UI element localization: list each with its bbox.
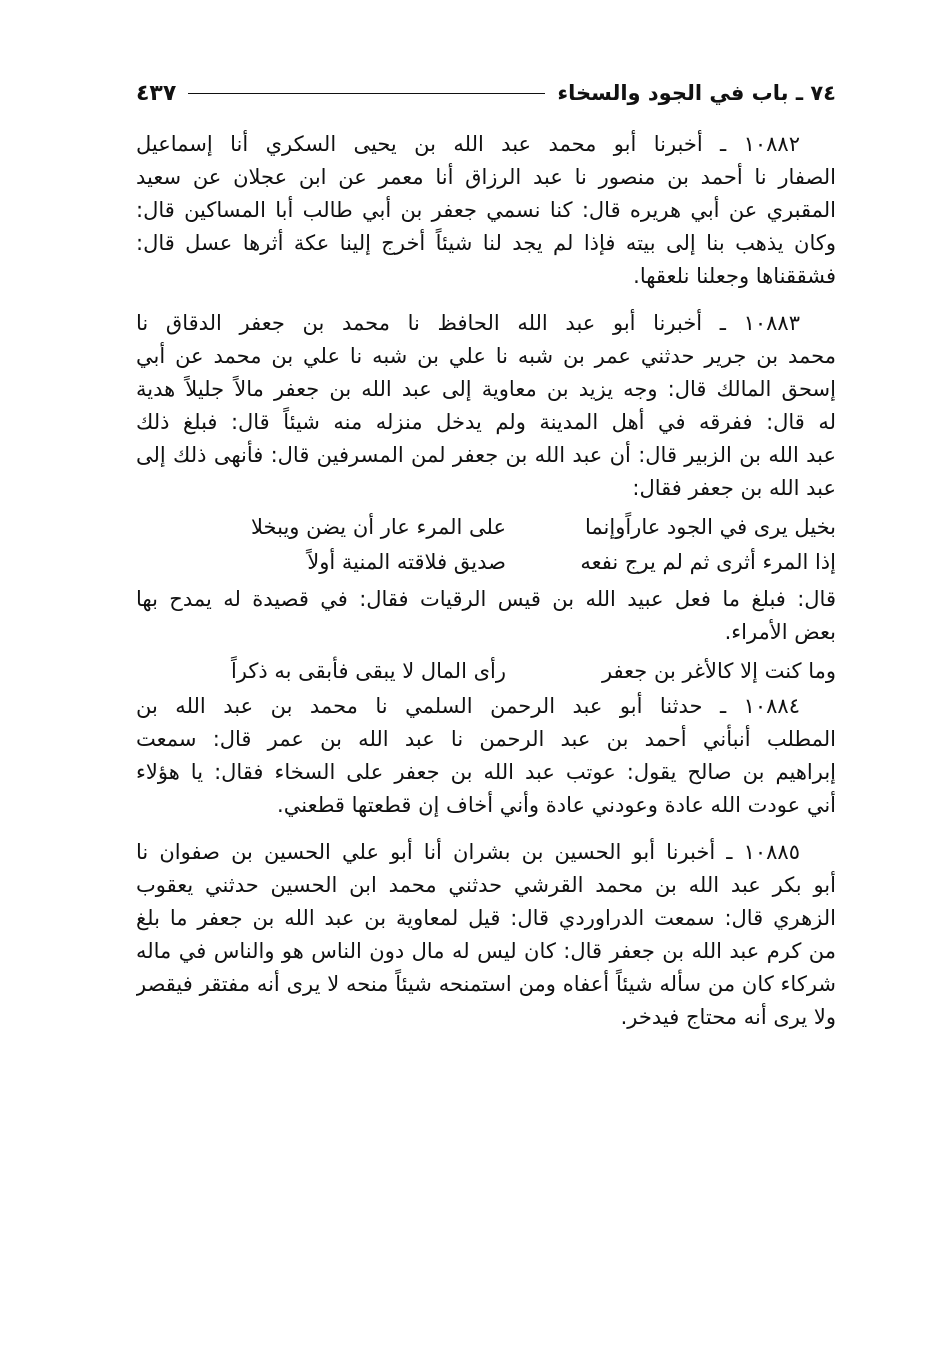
hadith-10885 bbox=[136, 836, 836, 1034]
header-rule bbox=[188, 93, 545, 94]
poem-verse bbox=[136, 655, 836, 688]
verse-first-hemistich: وما كنت إلا كالأغر بن جعفر bbox=[601, 659, 836, 683]
verse-first-hemistich: بخيل يرى في الجود عاراًوإنما bbox=[584, 515, 836, 539]
text-line: عبد الله بن الزبير قال: أن عبد الله بن جعفر لمن المسرفين قال: فأنهى ذلك إلى bbox=[136, 443, 836, 467]
verse-first-hemistich: إذا المرء أثرى ثم لم يرج نفعه bbox=[580, 550, 836, 574]
hadith-10884 bbox=[136, 690, 836, 822]
verse-second-hemistich: رأى المال لا يبقى فأبقى به ذكراً bbox=[230, 659, 506, 683]
text-line: من كرم عبد الله بن جعفر قال: كان ليس له مال دون الناس هو والناس في ماله bbox=[136, 939, 836, 963]
poem-verse bbox=[136, 546, 836, 579]
text-line: المطلب أنبأني أحمد بن عبد الرحمن نا عبد الله بن عمر قال: سمعت bbox=[136, 727, 836, 751]
text-line: بعض الأمراء. bbox=[724, 620, 836, 644]
text-line: ولا يرى أنه محتاج فيدخر. bbox=[620, 1005, 836, 1029]
text-line: المقبري عن أبي هريره قال: كنا نسمي جعفر بن أبي طالب أبا المساكين قال: bbox=[136, 198, 836, 222]
verse-second-hemistich: صديق فلاقته المنية أولاً bbox=[307, 550, 506, 574]
text-line: ١٠٨٨٢ ـ أخبرنا أبو محمد عبد الله بن يحيى السكري أنا إسماعيل bbox=[136, 132, 800, 156]
text-line: ١٠٨٨٤ ـ حدثنا أبو عبد الرحمن السلمي نا محمد بن عبد الله بن bbox=[136, 694, 800, 718]
hadith-10882 bbox=[136, 128, 836, 293]
text-line: ١٠٨٨٣ ـ أخبرنا أبو عبد الله الحافظ نا محمد بن جعفر الدقاق نا bbox=[136, 311, 800, 335]
text-line: قال: فبلغ ما فعل عبيد الله بن قيس الرقيات فقال: في قصيدة له يمدح بها bbox=[136, 587, 836, 611]
text-line: عبد الله بن جعفر فقال: bbox=[632, 476, 836, 500]
text-line: ١٠٨٨٥ ـ أخبرنا أبو الحسين بن بشران أنا أبو علي الحسين بن صفوان نا bbox=[136, 840, 800, 864]
chapter-title: ٧٤ ـ باب في الجود والسخاء bbox=[557, 81, 836, 105]
text-line: أبو بكر عبد الله بن محمد القرشي حدثني محمد ابن الحسين حدثني يعقوب bbox=[136, 873, 836, 897]
text-line: له قال: ففرقه في أهل المدينة ولم يدخل منزله منه شيئاً قال: فبلغ ذلك bbox=[136, 410, 836, 434]
page-header bbox=[136, 76, 836, 110]
verse-second-hemistich: على المرء عار أن يضن ويبخلا bbox=[251, 515, 506, 539]
text-line: شركاء كان من سأله شيئاً أعفاه ومن استمنحه شيئاً منحه لا يرى أنه مفتقر فيقصر bbox=[136, 972, 836, 996]
text-line: الزهري قال: سمعت الدراوردي قال: قيل لمعاوية بن عبد الله بن جعفر ما بلغ bbox=[136, 906, 836, 930]
hadith-10883-continued bbox=[136, 583, 836, 649]
text-line: إبراهيم بن صالح يقول: عوتب عبد الله بن جعفر على السخاء فقال: يا هؤلاء bbox=[136, 760, 836, 784]
poem-verse bbox=[136, 511, 836, 544]
text-line: محمد بن جرير حدثني عمر بن شبه نا علي بن شبه نا علي بن محمد عن أبي bbox=[136, 344, 836, 368]
text-line: الصفار نا أحمد بن منصور نا عبد الرزاق أنا معمر عن ابن عجلان عن سعيد bbox=[136, 165, 836, 189]
hadith-10883 bbox=[136, 307, 836, 505]
text-line: وكان يذهب بنا إلى بيته فإذا لم يجد لنا شيئاً أخرج إلينا عكة أثرها عسل قال: bbox=[136, 231, 836, 255]
page-number: ٤٣٧ bbox=[136, 80, 177, 106]
text-line: إسحق المالك قال: وجه يزيد بن معاوية إلى عبد الله بن جعفر مالاً جليلاً هدية bbox=[136, 377, 836, 401]
text-line: أني عودت الله عادة وعودني عادة وأني أخاف إن قطعتها قطعني. bbox=[277, 793, 836, 817]
page-body bbox=[136, 128, 836, 1048]
text-line: فشققناها وجعلنا نلعقها. bbox=[633, 264, 836, 288]
